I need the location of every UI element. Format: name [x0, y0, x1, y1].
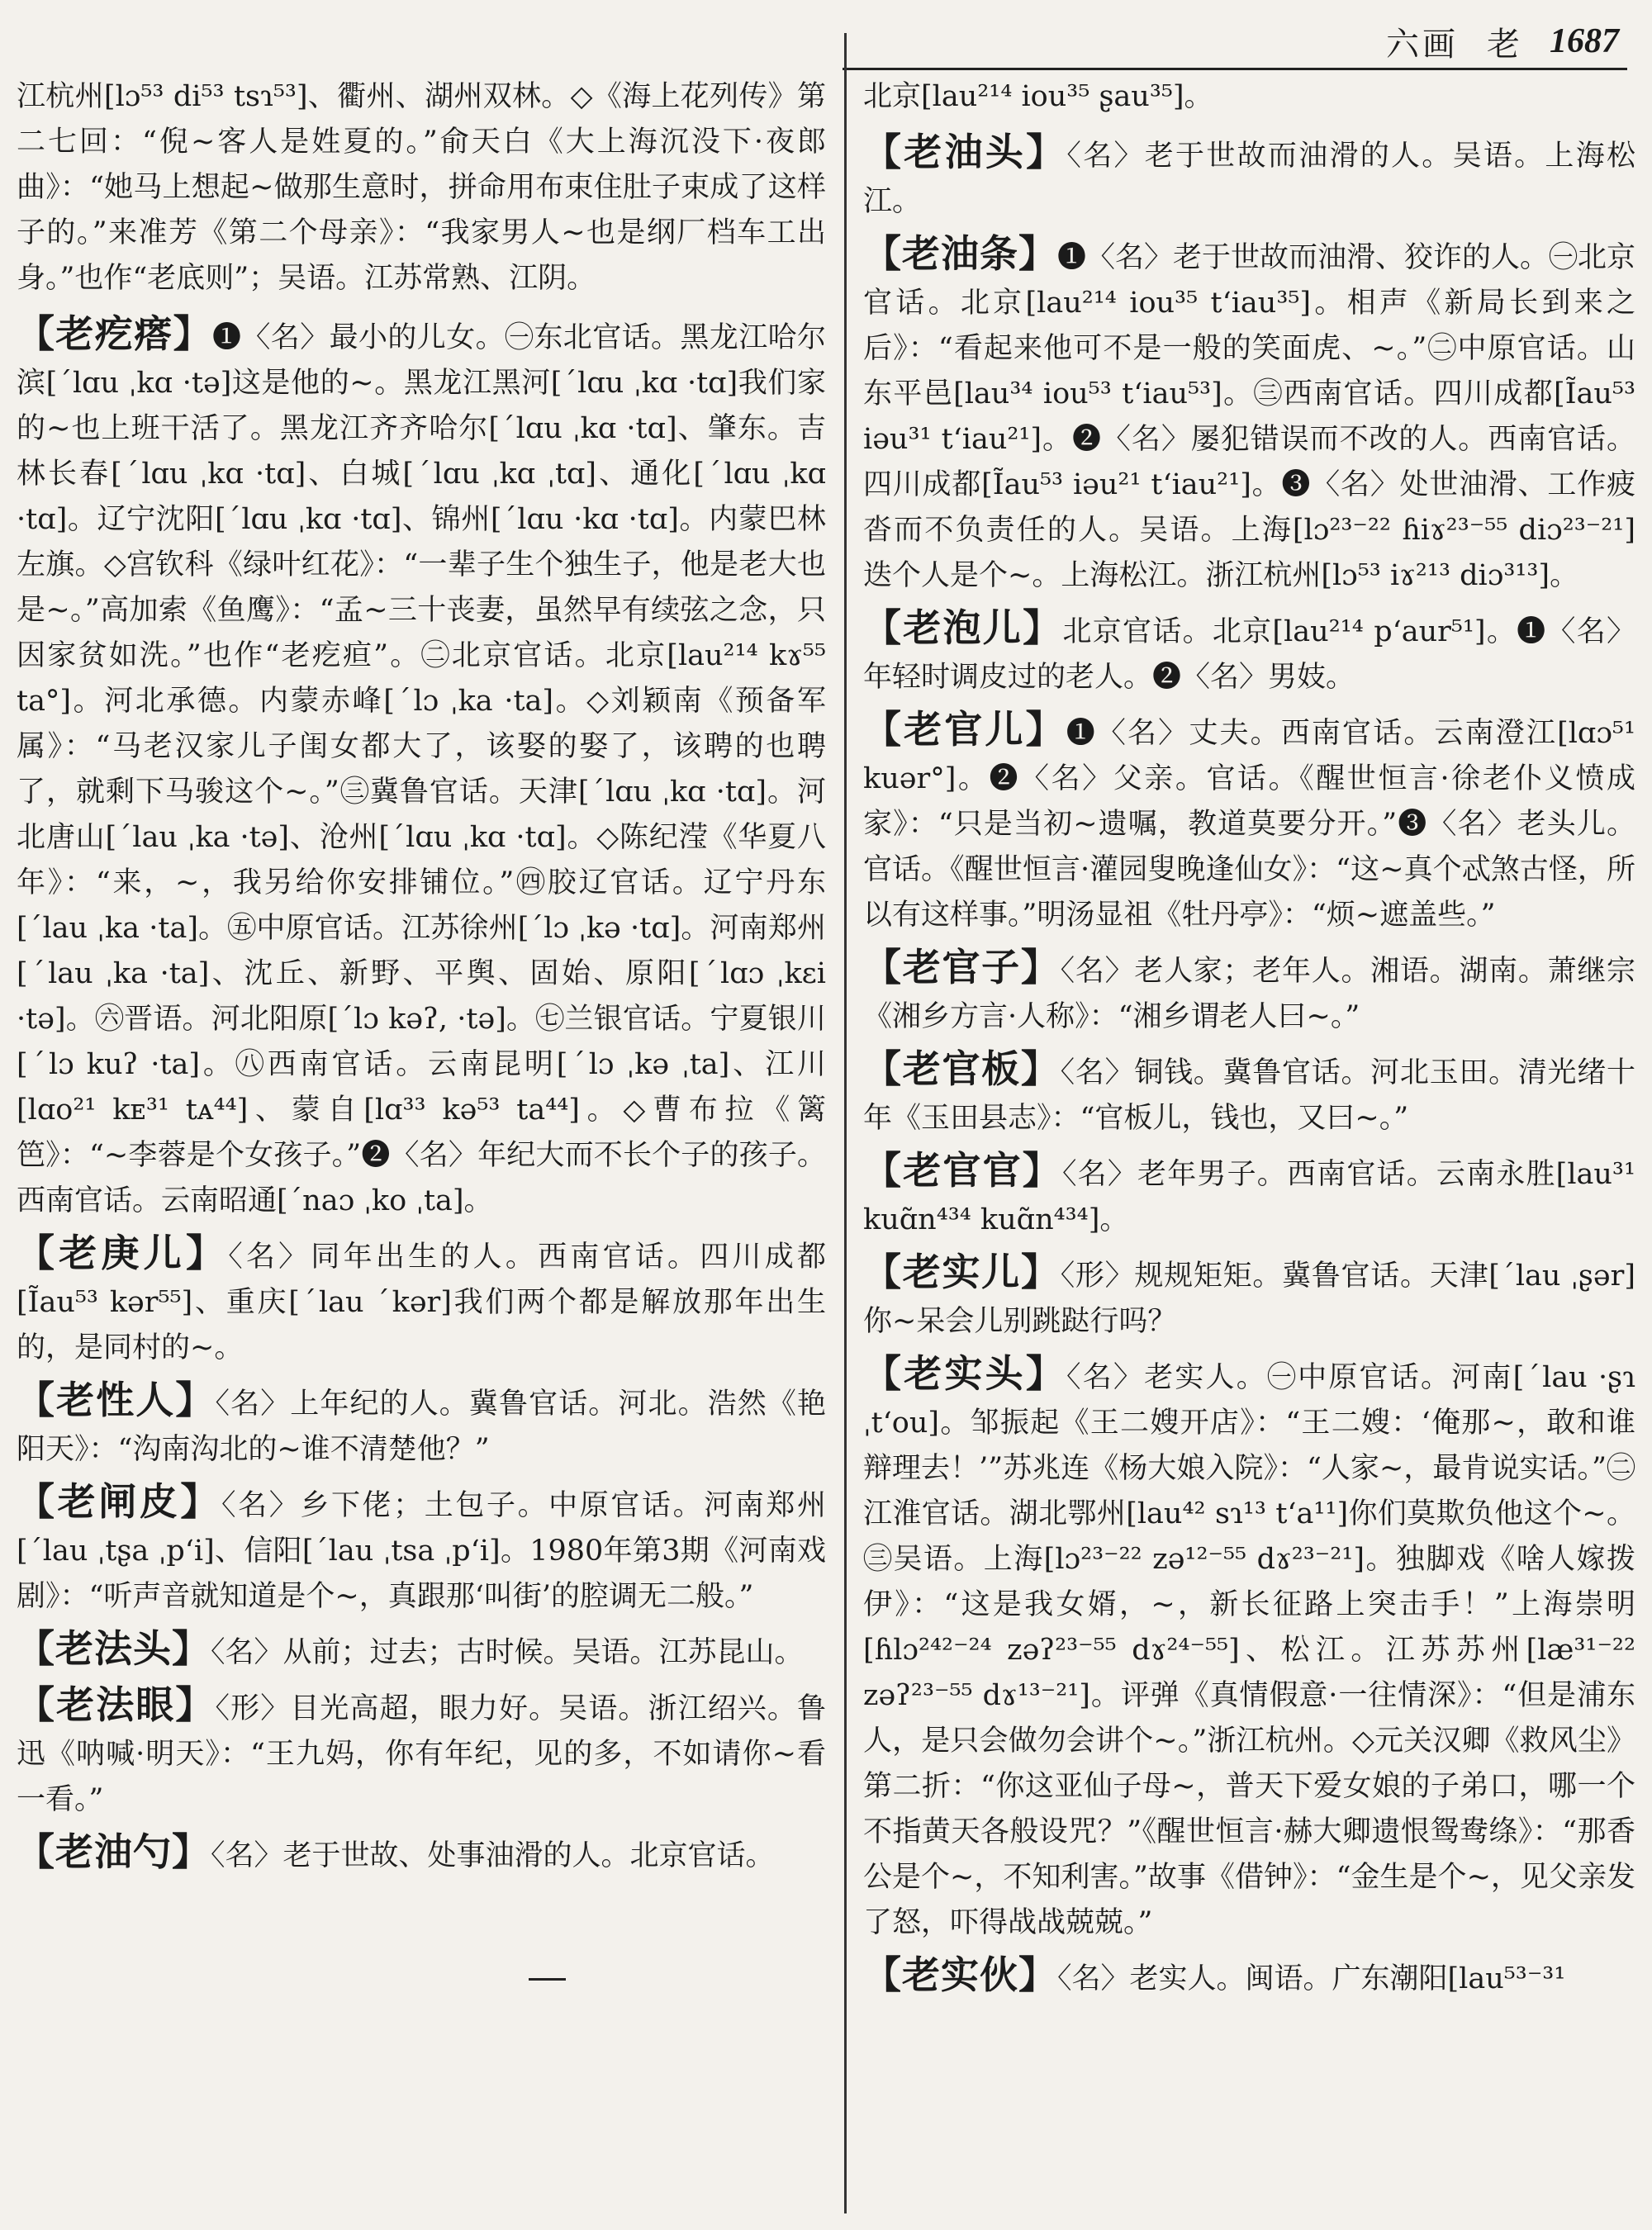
entry-text: 江杭州[lɔ⁵³ di⁵³ tsɿ⁵³]、衢州、湖州双林。◇《海上花列传》第二七回：“倪~客人是姓夏的。”俞天白《大上海沉没下·夜郎曲》：“她马上想起~做那生意时，拼命用布束住肚子束成了这样子的。”来准芳《第二个母亲》：“我家男人~也是纲厂档车工出身。”也作“老底则”；吴语。江苏常熟、江阴。 — [17, 80, 826, 295]
entry-headword: 【老法眼】 — [17, 1682, 216, 1727]
entry-text: 〈名〉老人家；老年人。湘语。湖南。萧继宗《湘乡方言·人称》：“湘乡谓老人曰~。” — [863, 955, 1635, 1033]
entry — [17, 1682, 826, 1823]
entry-text: 〈名〉老于世故而油滑的人。吴语。上海松江。 — [863, 140, 1635, 218]
page-header — [826, 8, 1619, 74]
page-number: 1687 — [1550, 22, 1619, 60]
entry-headword: 【老实伙】 — [863, 1952, 1057, 1997]
entry-text: 北京官话。北京[lau²¹⁴ pʻaur⁵¹]。❶〈名〉年轻时调皮过的老人。❷〈名〉男妓。 — [863, 615, 1635, 694]
entry-headword: 【老官板】 — [863, 1046, 1061, 1091]
entry-continuation — [17, 74, 826, 301]
column-divider — [844, 33, 847, 2213]
entry-headword: 【老法头】 — [17, 1626, 211, 1671]
entry-text: ❶〈名〉老于世故而油滑、狡诈的人。㊀北京官话。北京[lau²¹⁴ iou³⁵ tʻiau³⁵]。相声《新局长到来之后》：“看起来他可不是一般的笑面虎、~。”㊁中原官话。山东平邑[lau³⁴ iou⁵³ tʻiau⁵³]。㊂西南官话。四川成都[Ĩau⁵³ iəu³¹ tʻiau²¹]。❷〈名〉屡犯错误而不改的人。西南官话。四川成都[Ĩau⁵³ iəu²¹ tʻiau²¹]。❸〈名〉处世油滑、工作疲沓而不负责任的人。吴语。上海[lɔ²³⁻²² ɦiɤ²³⁻⁵⁵ diɔ²³⁻²¹]迭个人是个~。上海松江。浙江杭州[lɔ⁵³ iɤ²¹³ diɔ³¹³]。 — [863, 241, 1635, 592]
entry-headword: 【老庚儿】 — [17, 1231, 229, 1275]
entry-text: 〈名〉老实人。㊀中原官话。河南[ˊlau ·ʂɿ ˌtʻou]。邹振起《王二嫂开店》：“王二嫂：‘俺那~，敢和谁辩理去！’”苏兆连《杨大娘入院》：“人家~，最肯说实话。”㊁江淮官话。湖北鄂州[lau⁴² sɿ¹³ tʻa¹¹]你们莫欺负他这个~。㊂吴语。上海[lɔ²³⁻²² zə¹²⁻⁵⁵ dɤ²³⁻²¹]。独脚戏《啥人嫁拨伊》：“这是我女婿，~，新长征路上突击手！”上海崇明[ɦlɔ²⁴²⁻²⁴ zəʔ²³⁻⁵⁵ dɤ²⁴⁻⁵⁵]、松江。江苏苏州[læ³¹⁻²² zəʔ²³⁻⁵⁵ dɤ¹³⁻²¹]。评弹《真情假意·一往情深》：“但是浦东人，是只会做勿会讲个~。”浙江杭州。◇元关汉卿《救风尘》第二折：“你这亚仙子母~，普天下爱女娘的子弟口，哪一个不指黄天各般设咒？”《醒世恒言·赫大卿遗恨鸳鸯绦》：“那香公是个~，不知利害。”故事《借钟》：“金生是个~，见父亲发了怒，吓得战战兢兢。” — [863, 1361, 1635, 1939]
header-rule — [843, 68, 1627, 70]
entry-text: 〈名〉上年纪的人。冀鲁官话。河北。浩然《艳阳天》：“沟南沟北的~谁不清楚他？” — [17, 1388, 826, 1466]
entry-text: 〈名〉乡下佬；土包子。中原官话。河南郑州[ˊlau ˌtʂa ˌpʻi]、信阳[ˊlau ˌtsa ˌpʻi]。1980年第3期《河南戏剧》：“听声音就知道是个~，真跟那‘叫街’的腔调无二般。” — [17, 1489, 826, 1613]
entry-headword: 【老油勺】 — [17, 1829, 211, 1874]
entry-text: 北京[lau²¹⁴ iou³⁵ ʂau³⁵]。 — [863, 80, 1213, 113]
entry-headword: 【老性人】 — [17, 1378, 216, 1422]
entry — [17, 1378, 826, 1473]
entry — [17, 1479, 826, 1620]
entry-text: 〈名〉老年男子。西南官话。云南永胜[lau³¹ kuɑ̃n⁴³⁴ kuɑ̃n⁴³⁴]。 — [863, 1158, 1635, 1236]
entry — [863, 707, 1635, 938]
entry-text: 〈名〉从前；过去；古时候。吴语。江苏昆山。 — [211, 1636, 804, 1669]
entry — [17, 1829, 826, 1879]
entry-text: 〈名〉铜钱。冀鲁官话。河北玉田。清光绪十年《玉田县志》：“官板儿，钱也，又曰~。” — [863, 1056, 1635, 1135]
entry-headword: 【老油头】 — [863, 130, 1067, 174]
entry-headword: 【老官儿】 — [863, 707, 1066, 752]
entry-text: 〈形〉目光高超，眼力好。吴语。浙江绍兴。鲁迅《呐喊·明天》：“王九妈，你有年纪，见的多，不如请你~看一看。” — [17, 1692, 826, 1816]
entry — [17, 1231, 826, 1371]
entry-headword: 【老泡儿】 — [863, 605, 1063, 650]
entry-text: 〈名〉老实人。闽语。广东潮阳[lau⁵³⁻³¹ — [1057, 1962, 1566, 1995]
entry — [863, 231, 1635, 599]
entry-headword: 【老疙瘩】 — [17, 311, 212, 356]
entry — [863, 945, 1635, 1040]
left-column — [17, 74, 826, 2222]
entry — [863, 1046, 1635, 1141]
entry — [863, 1148, 1635, 1243]
section-label: 六画 — [1386, 25, 1459, 64]
entry-headword: 【老实头】 — [863, 1351, 1067, 1396]
entry — [863, 130, 1635, 225]
entry-headword: 【老官官】 — [863, 1148, 1062, 1193]
entry-text: ❶〈名〉最小的儿女。㊀东北官话。黑龙江哈尔滨[ˊlɑu ˌkɑ ·tə]这是他的~。黑龙江黑河[ˊlɑu ˌkɑ ·tɑ]我们家的~也上班干活了。黑龙江齐齐哈尔[ˊlɑu ˌkɑ ·tɑ]、肇东。吉林长春[ˊlɑu ˌkɑ ·tɑ]、白城[ˊlɑu ˌkɑ ˌtɑ]、通化[ˊlɑu ˌkɑ ·tɑ]。辽宁沈阳[ˊlɑu ˌkɑ ·tɑ]、锦州[ˊlɑu ·kɑ ·tɑ]。内蒙巴林左旗。◇宫钦科《绿叶红花》：“一辈子生个独生子，他是老大也是~。”高加索《鱼鹰》：“孟~三十丧妻，虽然早有续弦之念，只因家贫如洗。”也作“老疙疸”。㊁北京官话。北京[lau²¹⁴ kɤ⁵⁵ ta°]。河北承德。内蒙赤峰[ˊlɔ ˌka ·ta]。◇刘颖南《预备军属》：“马老汉家儿子闺女都大了，该娶的娶了，该聘的也聘了，就剩下马骏这个~。”㊂冀鲁官话。天津[ˊlɑu ˌkɑ ·tɑ]。河北唐山[ˊlau ˌka ·tə]、沧州[ˊlɑu ˌkɑ ·tɑ]。◇陈纪滢《华夏八年》：“来，~，我另给你安排铺位。”㊃胶辽官话。辽宁丹东[ˊlau ˌka ·ta]。㊄中原官话。江苏徐州[ˊlɔ ˌkə ·tɑ]。河南郑州[ˊlau ˌka ·ta]、沈丘、新野、平舆、固始、原阳[ˊlɑɔ ˌkɛi ·tə]。㊅晋语。河北阳原[ˊlɔ kəʔ, ·tə]。㊆兰银官话。宁夏银川[ˊlɔ kuʔ ·ta]。㊇西南官话。云南昆明[ˊlɔ ˌkə ˌta]、江川[lɑo²¹ kᴇ³¹ tᴀ⁴⁴]、蒙自[lɑ³³ kə⁵³ ta⁴⁴]。◇曹布拉《篱笆》：“~李蓉是个女孩子。”❷〈名〉年纪大而不长个子的孩子。西南官话。云南昭通[ˊnaɔ ˌko ˌta]。 — [17, 321, 826, 1217]
entry-continuation — [863, 74, 1635, 120]
entry-headword: 【老官子】 — [863, 945, 1061, 989]
head-character: 老 — [1487, 25, 1521, 64]
entry — [17, 1626, 826, 1676]
entry — [863, 1351, 1635, 1946]
entry-text: 〈形〉规规矩矩。冀鲁官话。天津[ˊlau ˌʂər]你~呆会儿别跳跶行吗？ — [863, 1260, 1635, 1338]
entry — [17, 311, 826, 1224]
entry — [863, 1250, 1635, 1345]
entry-text: 〈名〉同年出生的人。西南官话。四川成都[Ĩau⁵³ kər⁵⁵]、重庆[ˊlau ˊkər]我们两个都是解放那年出生的，是同村的~。 — [17, 1241, 826, 1364]
entry-headword: 【老油条】 — [863, 231, 1057, 276]
entry-text: ❶〈名〉丈夫。西南官话。云南澄江[lɑɔ⁵¹ kuər°]。❷〈名〉父亲。官话。《醒世恒言·徐老仆义愤成家》：“只是当初~遗嘱，教道莫要分开。”❸〈名〉老头儿。官话。《醒世恒言·灌园叟晚逢仙女》：“这~真个忒煞古怪，所以有这样事。”明汤显祖《牡丹亭》：“烦~遮盖些。” — [863, 717, 1635, 932]
entry-headword: 【老闸皮】 — [17, 1479, 222, 1524]
entry-headword: 【老实儿】 — [863, 1250, 1061, 1294]
entry — [863, 605, 1635, 700]
entry — [863, 1952, 1635, 2002]
entry-text: 〈名〉老于世故、处事油滑的人。北京官话。 — [211, 1839, 775, 1872]
print-mark — [529, 1978, 566, 1981]
right-column — [863, 74, 1635, 2222]
